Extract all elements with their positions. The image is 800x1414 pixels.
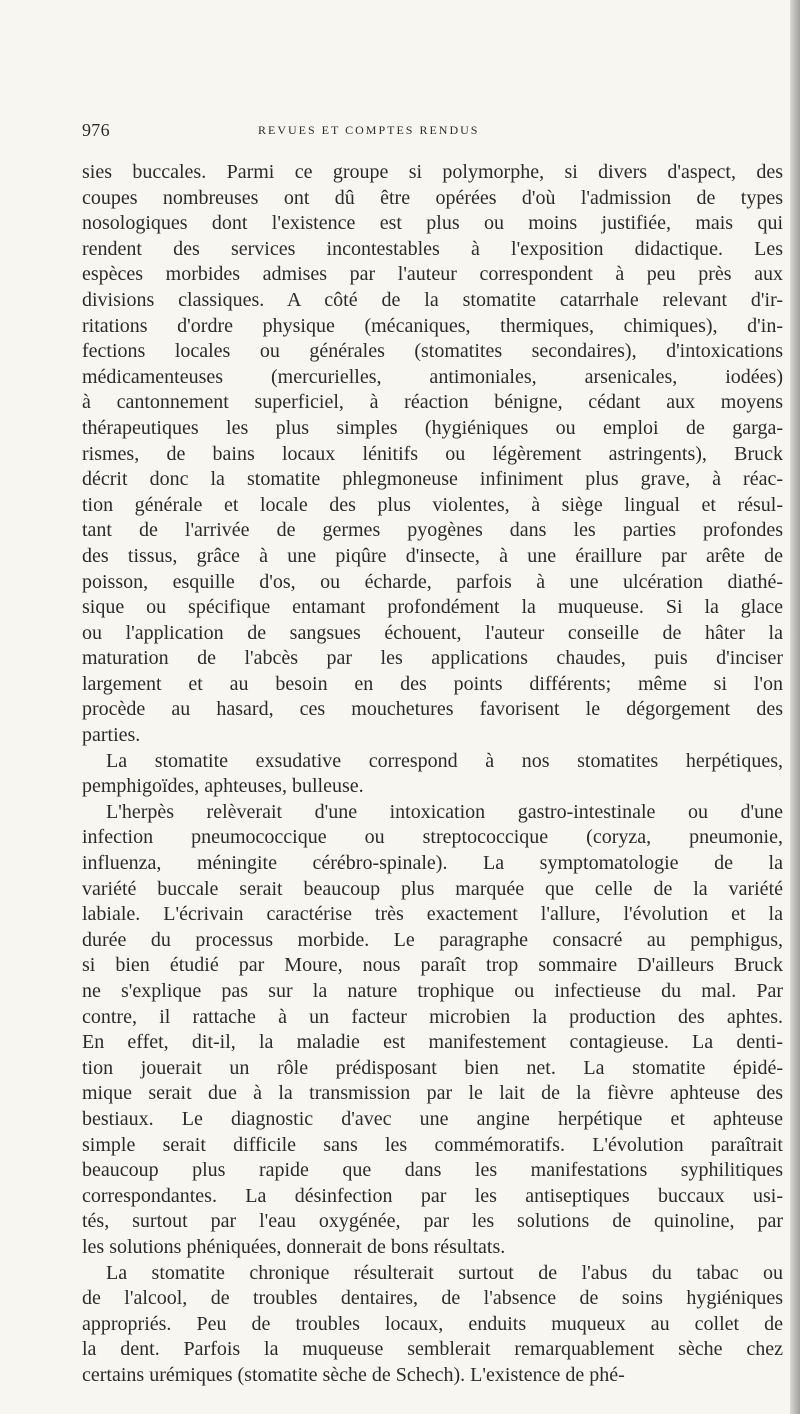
text-line: sique ou spécifique entamant profondément la muqueuse. Si la glace xyxy=(82,596,783,619)
text-line: médicamenteuses (mercurielles, antimoniales, arsenicales, iodées) xyxy=(82,365,783,388)
text-line: tion jouerait un rôle prédisposant bien net. La stomatite épidé- xyxy=(82,1056,783,1079)
text-line: coupes nombreuses ont dû être opérées d'où l'admission de types xyxy=(82,186,783,209)
text-line: sies buccales. Parmi ce groupe si polymorphe, si divers d'aspect, des xyxy=(82,161,783,183)
text-line: tion générale et locale des plus violentes, à siège lingual et résul- xyxy=(82,493,783,516)
text-line: mique serait due à la transmission par le lait de la fièvre aphteuse des xyxy=(82,1082,783,1105)
text-line: largement et au besoin en des points différents; même si l'on xyxy=(82,672,783,695)
text-line: L'herpès relèverait d'une intoxication gastro-intestinale ou d'une xyxy=(106,800,783,823)
text-line: ou l'application de sangsues échouent, l'auteur conseille de hâter la xyxy=(82,621,783,644)
text-line: contre, il rattache à un facteur microbien la production des aphtes. xyxy=(82,1005,783,1028)
text-line: décrit donc la stomatite phlegmoneuse infiniment plus grave, à réac- xyxy=(82,468,783,491)
text-line: certains urémiques (stomatite sèche de Schech). L'existence de phé- xyxy=(82,1363,625,1386)
text-line: de l'alcool, de troubles dentaires, de l'absence de soins hygiéniques xyxy=(82,1287,783,1310)
text-line: La stomatite chronique résulterait surtout de l'abus du tabac ou xyxy=(106,1261,783,1284)
page-number: 976 xyxy=(82,120,110,140)
running-head: REVUES ET COMPTES RENDUS xyxy=(258,123,480,137)
text-line: bestiaux. Le diagnostic d'avec une angine herpétique et aphteuse xyxy=(82,1107,783,1130)
text-line: à cantonnement superficiel, à réaction bénigne, cédant aux moyens xyxy=(82,391,783,414)
text-line: durée du processus morbide. Le paragraphe consacré au pemphigus, xyxy=(82,928,783,951)
text-line: tant de l'arrivée de germes pyogènes dans les parties profondes xyxy=(82,519,783,542)
page-header xyxy=(82,120,782,144)
text-line: En effet, dit-il, la maladie est manifestement contagieuse. La denti- xyxy=(82,1031,783,1054)
text-line: des tissus, grâce à une piqûre d'insecte, à une éraillure par arête de xyxy=(82,544,783,567)
text-line: si bien étudié par Moure, nous paraît trop sommaire D'ailleurs Bruck xyxy=(82,954,783,977)
text-line: espèces morbides admises par l'auteur correspondent à peu près aux xyxy=(82,263,783,286)
text-line: poisson, esquille d'os, ou écharde, parfois à une ulcération diathé- xyxy=(82,570,783,593)
text-line: beaucoup plus rapide que dans les manifestations syphilitiques xyxy=(82,1159,783,1182)
text-line: rendent des services incontestables à l'exposition didactique. Les xyxy=(82,237,783,260)
text-line: La stomatite exsudative correspond à nos stomatites herpétiques, xyxy=(106,749,783,772)
text-line: la dent. Parfois la muqueuse semblerait remarquablement sèche chez xyxy=(82,1338,783,1361)
text-line: tés, surtout par l'eau oxygénée, par les solutions de quinoline, par xyxy=(82,1210,783,1233)
text-line: nosologiques dont l'existence est plus ou moins justifiée, mais qui xyxy=(82,212,783,235)
text-line: pemphigoïdes, aphteuses, bulleuse. xyxy=(82,775,364,798)
text-line: correspondantes. La désinfection par les antiseptiques buccaux usi- xyxy=(82,1184,783,1207)
article-body xyxy=(82,160,783,1400)
text-line: divisions classiques. A côté de la stomatite catarrhale relevant d'ir- xyxy=(82,288,783,311)
text-line: infection pneumococcique ou streptococcique (coryza, pneumonie, xyxy=(82,826,783,849)
text-line: ritations d'ordre physique (mécaniques, thermiques, chimiques), d'in- xyxy=(82,314,783,337)
text-line: simple serait difficile sans les commémoratifs. L'évolution paraîtrait xyxy=(82,1133,783,1156)
text-line: influenza, méningite cérébro-spinale). La symptomatologie de la xyxy=(82,852,783,875)
page-edge-shadow xyxy=(790,0,800,1414)
text-line: maturation de l'abcès par les applications chaudes, puis d'inciser xyxy=(82,647,783,670)
text-line: rismes, de bains locaux lénitifs ou légèrement astringents), Bruck xyxy=(82,442,783,465)
text-line: ne s'explique pas sur la nature trophique ou infectieuse du mal. Par xyxy=(82,980,783,1002)
text-line: parties. xyxy=(82,724,141,747)
text-line: variété buccale serait beaucoup plus marquée que celle de la variété xyxy=(82,877,783,900)
text-line: les solutions phéniquées, donnerait de bons résultats. xyxy=(82,1235,506,1258)
text-line: procède au hasard, ces mouchetures favorisent le dégorgement des xyxy=(82,698,783,721)
text-line: labiale. L'écrivain caractérise très exactement l'allure, l'évolution et la xyxy=(82,903,783,926)
text-line: thérapeutiques les plus simples (hygiéniques ou emploi de garga- xyxy=(82,416,783,439)
text-line: appropriés. Peu de troubles locaux, enduits muqueux au collet de xyxy=(82,1312,783,1335)
text-line: fections locales ou générales (stomatites secondaires), d'intoxications xyxy=(82,340,783,363)
